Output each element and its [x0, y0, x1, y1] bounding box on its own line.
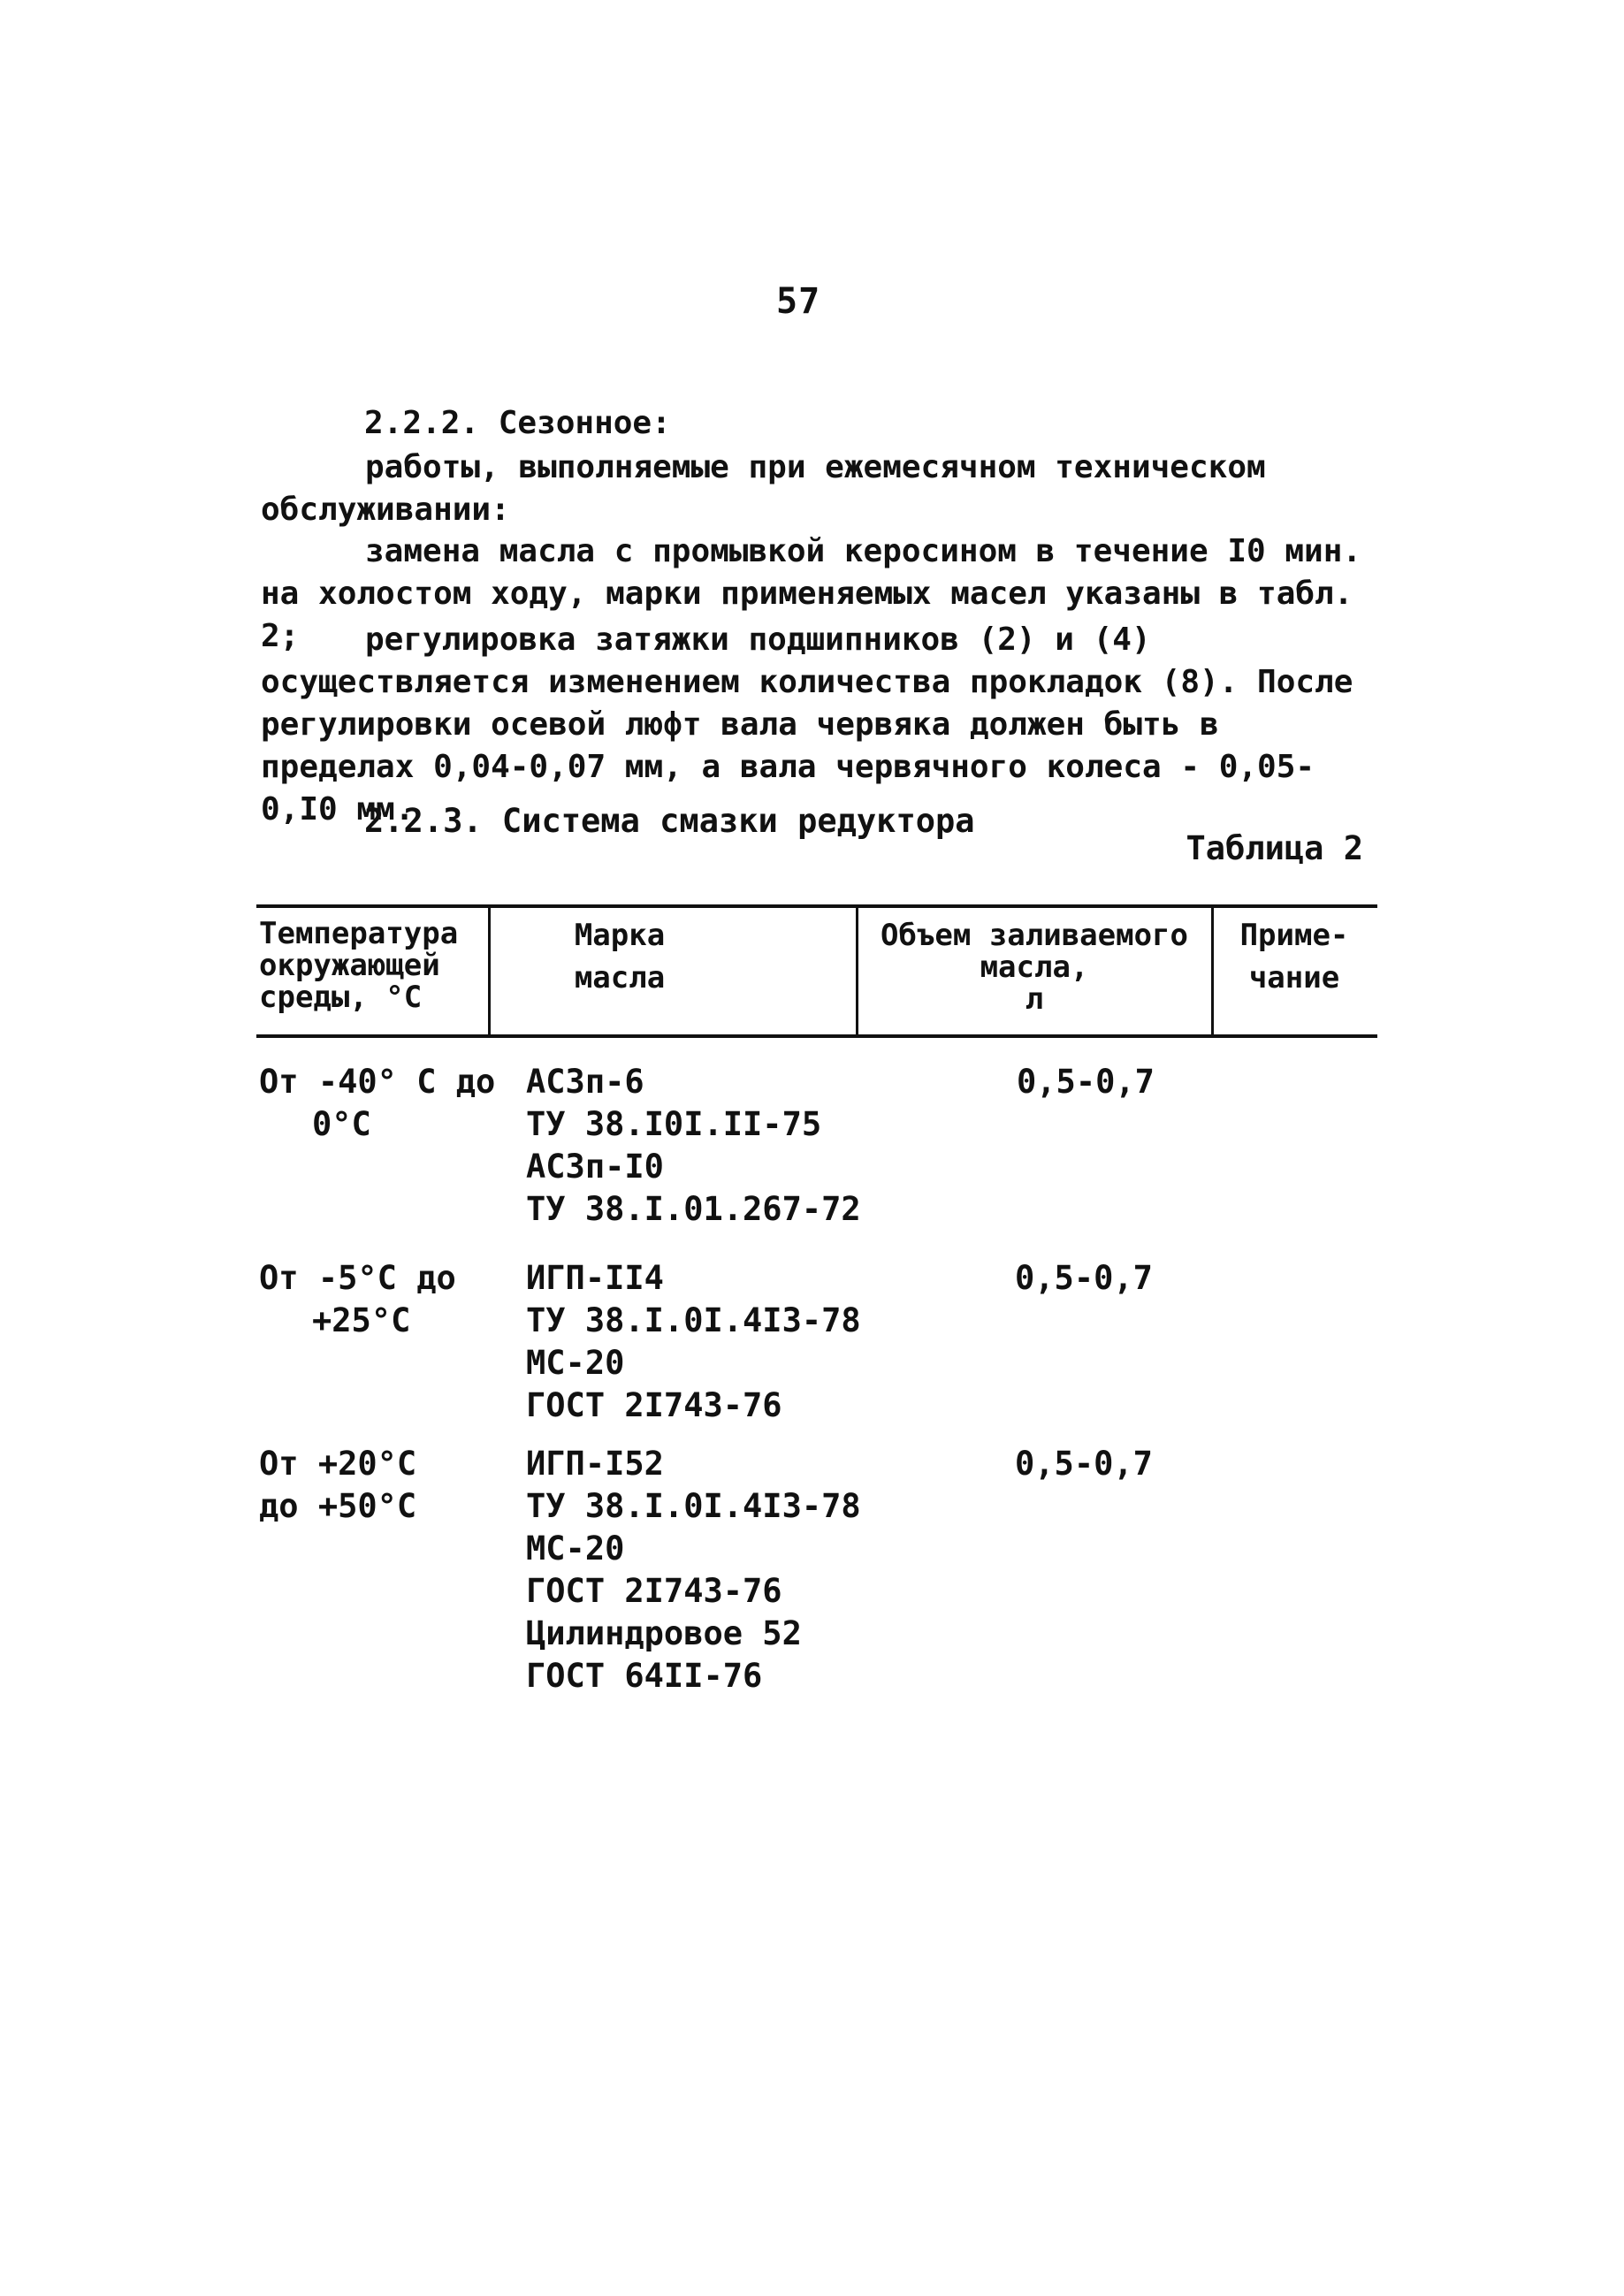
cell-brand [526, 1443, 861, 1697]
header-brand [492, 919, 748, 994]
header-volume-line: масла, [980, 950, 1089, 985]
cell-line: От -40° С до [259, 1063, 496, 1101]
paragraph-bearing-adjustment: регулировка затяжки подшипников (2) и (4) осуществляется изменением количества прокладок (8). После регулировки осевой люфт вала червяка должен быть в пределах 0,04-0,07 мм, а вала червячного колеса - 0,05-0,I0 мм. [261, 622, 1353, 828]
cell-line: МС-20 [526, 1344, 625, 1382]
cell-line: ТУ 38.I.0I.4I3-78 [526, 1301, 861, 1339]
table-divider-2 [856, 906, 858, 1036]
cell-line: АСЗп-6 [526, 1063, 644, 1101]
cell-brand [526, 1257, 861, 1427]
header-note-line: чание [1248, 960, 1340, 995]
table-divider-3 [1211, 906, 1214, 1036]
cell-line: От +20°С [259, 1445, 417, 1483]
header-note-line: Приме- [1239, 918, 1349, 953]
section-heading-lubrication: 2.2.3. Система смазки редуктора [364, 802, 975, 840]
header-brand-line: Марка [574, 918, 666, 953]
header-temperature [259, 918, 484, 1013]
cell-line: ГОСТ 64II-76 [526, 1657, 763, 1695]
paragraph-monthly-works: работы, выполняемые при ежемесячном техническом обслуживании: [261, 449, 1266, 528]
cell-line: От -5°С до [259, 1259, 456, 1297]
cell-line: ТУ 38.I.01.267-72 [526, 1190, 861, 1228]
cell-line: АСЗп-I0 [526, 1148, 664, 1186]
table-header-rule [256, 1034, 1377, 1038]
cell-volume: 0,5-0,7 [1015, 1445, 1153, 1483]
cell-volume: 0,5-0,7 [1017, 1063, 1155, 1101]
paragraph-oil-change: замена масла с промывкой керосином в течение I0 мин. на холостом ходу, марки применяемых масел указаны в табл. 2; [261, 533, 1362, 654]
page-number: 57 [776, 281, 821, 322]
cell-line: ТУ 38.I.0I.4I3-78 [526, 1487, 861, 1525]
cell-line: ИГП-I52 [526, 1445, 664, 1483]
header-volume-line: Объем заливаемого [881, 918, 1188, 953]
header-brand-line: масла [574, 960, 666, 995]
cell-volume: 0,5-0,7 [1015, 1259, 1153, 1297]
table-top-rule [256, 904, 1377, 908]
cell-line: +25°С [312, 1301, 411, 1339]
header-note [1215, 919, 1374, 994]
cell-line: ТУ 38.I0I.II-75 [526, 1105, 822, 1143]
cell-line: ГОСТ 2I743-76 [526, 1572, 782, 1610]
cell-line: Цилиндровое 52 [526, 1614, 802, 1652]
cell-line: ГОСТ 2I743-76 [526, 1386, 782, 1424]
table-divider-1 [488, 906, 491, 1036]
cell-temperature [259, 1443, 416, 1528]
cell-line: МС-20 [526, 1529, 625, 1568]
cell-line: ИГП-II4 [526, 1259, 664, 1297]
cell-brand [526, 1061, 861, 1231]
table-caption: Таблица 2 [1186, 829, 1363, 867]
header-volume [859, 919, 1209, 1015]
header-temperature-line: окружающей [259, 948, 440, 983]
header-volume-line: л [1025, 981, 1044, 1017]
cell-line: до +50°С [259, 1487, 417, 1525]
cell-temperature [259, 1061, 495, 1146]
header-temperature-line: Температура [259, 916, 459, 951]
cell-line: 0°С [312, 1105, 371, 1143]
paragraph-seasonal-heading: 2.2.2. Сезонное: [364, 405, 671, 441]
header-temperature-line: среды, °С [259, 980, 423, 1015]
cell-temperature [259, 1257, 456, 1342]
